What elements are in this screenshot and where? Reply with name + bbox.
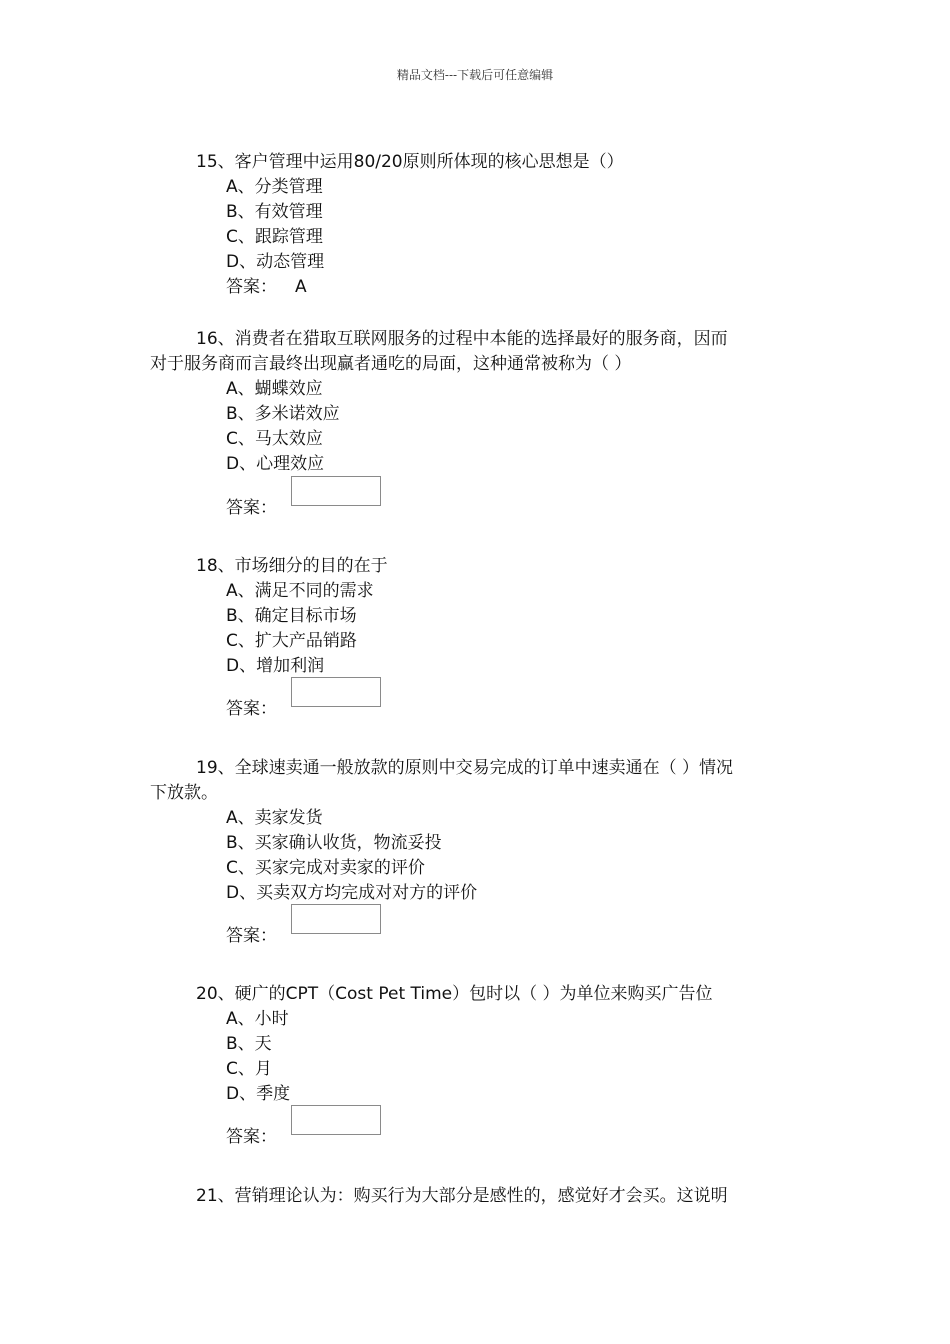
question-16-option-b: B、多米诺效应 — [226, 404, 340, 424]
question-15-answer-label: 答案： — [226, 277, 277, 297]
question-15-option-d: D、动态管理 — [226, 252, 325, 272]
question-16-option-d: D、心理效应 — [226, 454, 325, 474]
question-18-option-c: C、扩大产品销路 — [226, 631, 357, 651]
question-19-option-c: C、买家完成对卖家的评价 — [226, 858, 425, 878]
question-20-option-c: C、月 — [226, 1059, 272, 1079]
question-19-option-b: B、买家确认收货，物流妥投 — [226, 833, 442, 853]
question-18-option-a: A、满足不同的需求 — [226, 581, 374, 601]
question-15-option-c: C、跟踪管理 — [226, 227, 323, 247]
question-21-text: 21、营销理论认为：购买行为大部分是感性的，感觉好才会买。这说明 — [196, 1186, 728, 1206]
question-15-option-a: A、分类管理 — [226, 177, 323, 197]
question-16-option-a: A、蝴蝶效应 — [226, 379, 323, 399]
page-header: 精品文档---下载后可任意编辑 — [396, 68, 554, 82]
question-16-answer-label: 答案： — [226, 498, 277, 518]
question-19-option-a: A、卖家发货 — [226, 808, 323, 828]
question-20-answer-label: 答案： — [226, 1127, 277, 1147]
question-19-text-cont: 下放款。 — [150, 783, 218, 803]
question-18-answer-box[interactable] — [291, 677, 381, 707]
question-16-text: 16、消费者在猎取互联网服务的过程中本能的选择最好的服务商，因而 — [196, 329, 728, 349]
question-20-option-a: A、小时 — [226, 1009, 289, 1029]
question-20-option-d: D、季度 — [226, 1084, 291, 1104]
question-18-option-b: B、确定目标市场 — [226, 606, 357, 626]
question-19-answer-label: 答案： — [226, 926, 277, 946]
question-15-option-b: B、有效管理 — [226, 202, 323, 222]
question-18-option-d: D、增加利润 — [226, 656, 325, 676]
question-15-answer-row — [226, 277, 307, 297]
question-19-text: 19、全球速卖通一般放款的原则中交易完成的订单中速卖通在（ ）情况 — [196, 758, 734, 778]
question-15-answer-value: A — [295, 277, 307, 297]
question-19-option-d: D、买卖双方均完成对对方的评价 — [226, 883, 478, 903]
question-16-option-c: C、马太效应 — [226, 429, 323, 449]
question-18-answer-label: 答案： — [226, 699, 277, 719]
question-15-text: 15、客户管理中运用80/20原则所体现的核心思想是（） — [196, 152, 624, 172]
question-20-text: 20、硬广的CPT（Cost Pet Time）包时以（ ）为单位来购买广告位 — [196, 984, 713, 1004]
question-20-answer-box[interactable] — [291, 1105, 381, 1135]
question-16-answer-box[interactable] — [291, 476, 381, 506]
question-20-option-b: B、天 — [226, 1034, 272, 1054]
question-18-text: 18、市场细分的目的在于 — [196, 556, 388, 576]
question-19-answer-box[interactable] — [291, 904, 381, 934]
question-16-text-cont: 对于服务商而言最终出现赢者通吃的局面，这种通常被称为（ ） — [150, 354, 632, 374]
